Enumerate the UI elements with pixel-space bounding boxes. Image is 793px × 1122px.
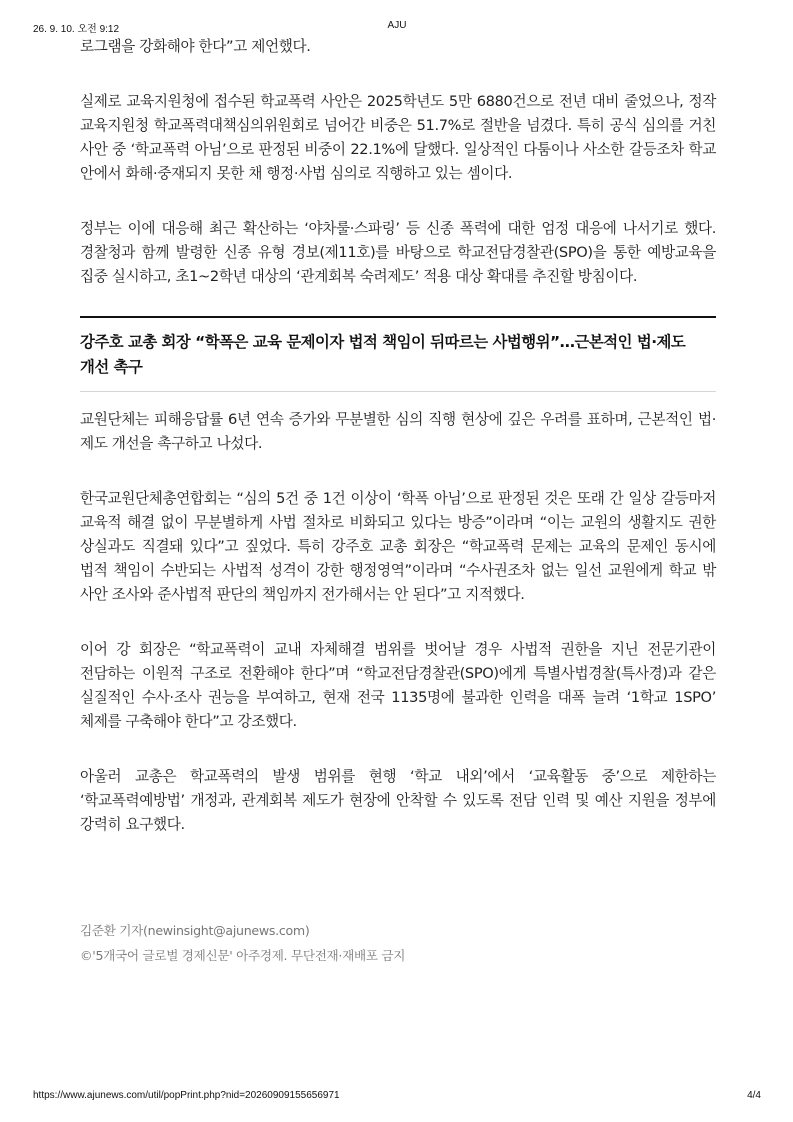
article-paragraph: 실제로 교육지원청에 접수된 학교폭력 사안은 2025학년도 5만 6880건으로 전년 대비 줄었으나, 정작 교육지원청 학교폭력대책심의위원회로 넘어간 비중은 51.7%로 절반을 넘겼다. 특히 공식 심의를 거친 사안 중 ‘학교폭력 아님’으로 판정된 비중이 22.1%에 달했다. 일상적인 다툼이나 사소한 갈등조차 학교 안에서 화해·중재되지 못한 채 행정·사법 심의로 직행하고 있는 셈이다. [80, 93, 716, 182]
print-site-name: AJU [387, 20, 407, 31]
article-paragraph: 이어 강 회장은 “학교폭력이 교내 자체해결 범위를 벗어날 경우 사법적 권한을 지닌 전문기관이 전담하는 이원적 구조로 전환해야 한다”며 “학교전담경찰관(SPO)에게 특별사법경찰(특사경)과 같은 실질적인 수사·조사 권능을 부여하고, 현재 전국 1135명에 불과한 인력을 대폭 늘려 ‘1학교 1SPO’ 체제를 구축해야 한다”고 강조했다. [80, 641, 716, 730]
article-paragraph: 교원단체는 피해응답률 6년 연속 증가와 무분별한 심의 직행 현상에 깊은 우려를 표하며, 근본적인 법·제도 개선을 촉구하고 나섰다. [80, 411, 716, 452]
print-datetime: 26. 9. 10. 오전 9:12 [33, 24, 120, 35]
copyright-notice: ©'5개국어 글로벌 경제신문' 아주경제. 무단전재·재배포 금지 [80, 948, 406, 963]
article-paragraph: 한국교원단체총연합회는 “심의 5건 중 1건 이상이 ‘학폭 아님’으로 판정된 것은 또래 간 일상 갈등마저 교육적 해결 없이 무분별하게 사법 절차로 비화되고 있다는 방증”이라며 “이는 교원의 생활지도 권한 상실과도 직결돼 있다”고 짚었다. 특히 강주호 교총 회장은 “학교폭력 문제는 교육의 문제인 동시에 법적 책임이 수반되는 사법적 성격이 강한 행정영역”이라며 “수사권조차 없는 일선 교원에게 학교 밖 사안 조사와 준사법적 판단의 책임까지 전가해서는 안 된다”고 지적했다. [80, 490, 716, 603]
print-footer [33, 1090, 761, 1104]
article-body [80, 35, 716, 868]
print-header [33, 20, 761, 34]
print-url: https://www.ajunews.com/util/popPrint.php?nid=20260909155656971 [33, 1090, 340, 1101]
article-paragraph: 정부는 이에 대응해 최근 확산하는 ‘야차룰·스파링’ 등 신종 폭력에 대한 엄정 대응에 나서기로 했다. 경찰청과 함께 발령한 신종 유형 경보(제11호)를 바탕으로 학교전담경찰관(SPO)을 통한 예방교육을 집중 실시하고, 초1~2학년 대상의 ‘관계회복 숙려제도’ 적용 대상 확대를 추진할 방침이다. [80, 220, 716, 285]
article-paragraph: 아울러 교총은 학교폭력의 발생 범위를 현행 ‘학교 내외’에서 ‘교육활동 중’으로 제한하는 ‘학교폭력예방법’ 개정과, 관계회복 제도가 현장에 안착할 수 있도록 전담 인력 및 예산 지원을 정부에 강력히 요구했다. [80, 768, 716, 833]
section-subheading: 강주호 교총 회장 “학폭은 교육 문제이자 법적 책임이 뒤따르는 사법행위”…근본적인 법·제도 개선 촉구 [80, 330, 716, 392]
article-section [80, 316, 716, 837]
article-paragraph: 로그램을 강화해야 한다”고 제언했다. [80, 38, 311, 55]
reporter-byline: 김준환 기자(newinsight@ajunews.com) [80, 923, 310, 938]
page-number: 4/4 [747, 1090, 761, 1101]
